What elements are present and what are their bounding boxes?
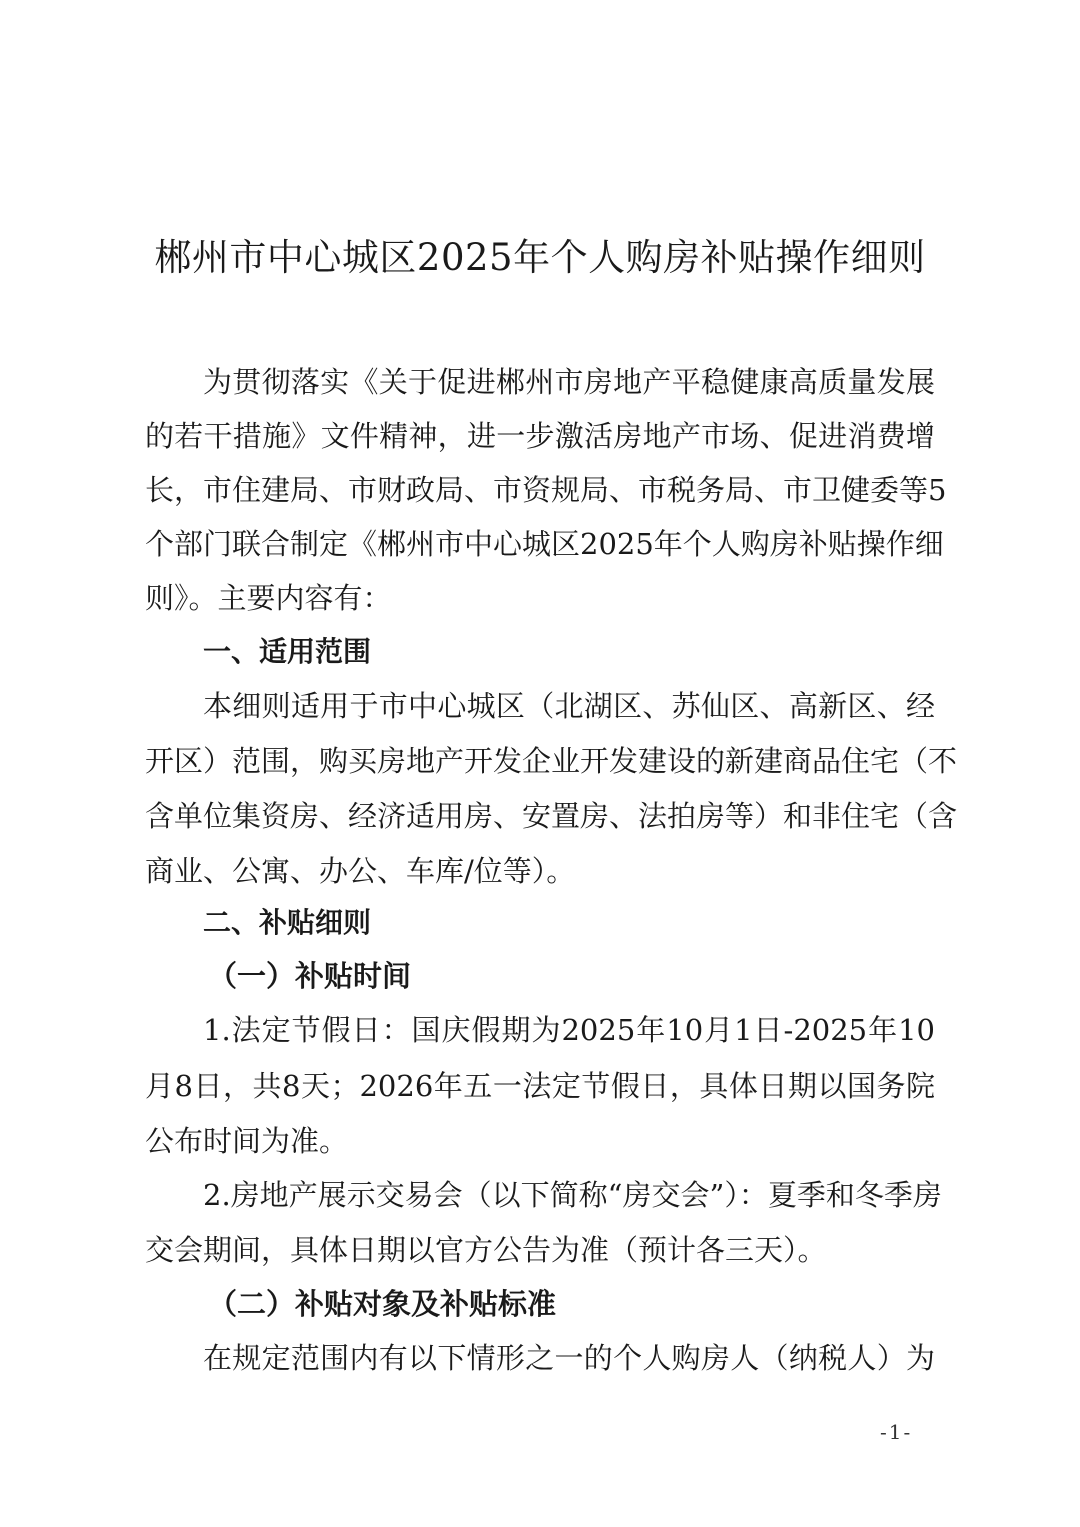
section-heading-scope: 一、适用范围 bbox=[203, 635, 372, 668]
subheading-subsidy-targets: （二）补贴对象及补贴标准 bbox=[208, 1287, 557, 1321]
time-item1-line-2: 月8日，共8天；2026年五一法定节假日，具体日期以国务院 bbox=[145, 1069, 935, 1103]
targets-line-1: 在规定范围内有以下情形之一的个人购房人（纳税人）为 bbox=[203, 1341, 935, 1375]
intro-line-1: 为贯彻落实《关于促进郴州市房地产平稳健康高质量发展 bbox=[203, 365, 935, 399]
page-number: -1- bbox=[880, 1420, 913, 1444]
time-item2-line-2: 交会期间，具体日期以官方公告为准（预计各三天）。 bbox=[145, 1233, 827, 1267]
intro-line-4: 个部门联合制定《郴州市中心城区2025年个人购房补贴操作细 bbox=[145, 527, 944, 561]
scope-line-1: 本细则适用于市中心城区（北湖区、苏仙区、高新区、经 bbox=[203, 689, 935, 723]
intro-line-5: 则》。主要内容有： bbox=[145, 581, 392, 615]
time-item1-line-3: 公布时间为准。 bbox=[145, 1124, 349, 1158]
time-item1-line-1: 1.法定节假日：国庆假期为2025年10月1日-2025年10 bbox=[203, 1013, 935, 1047]
time-item2-line-1: 2.房地产展示交易会（以下简称“房交会”）：夏季和冬季房 bbox=[203, 1178, 942, 1212]
scope-line-3: 含单位集资房、经济适用房、安置房、法拍房等）和非住宅（含 bbox=[145, 799, 958, 833]
scope-line-2: 开区）范围，购买房地产开发企业开发建设的新建商品住宅（不 bbox=[145, 744, 958, 778]
document-title: 郴州市中心城区2025年个人购房补贴操作细则 bbox=[154, 236, 926, 279]
scope-line-4: 商业、公寓、办公、车库/位等）。 bbox=[145, 854, 576, 888]
intro-line-2: 的若干措施》文件精神，进一步激活房地产市场、促进消费增 bbox=[145, 419, 935, 453]
intro-line-3: 长，市住建局、市财政局、市资规局、市税务局、市卫健委等5 bbox=[145, 473, 947, 507]
subheading-subsidy-time: （一）补贴时间 bbox=[208, 959, 412, 993]
section-heading-subsidy: 二、补贴细则 bbox=[203, 906, 372, 939]
